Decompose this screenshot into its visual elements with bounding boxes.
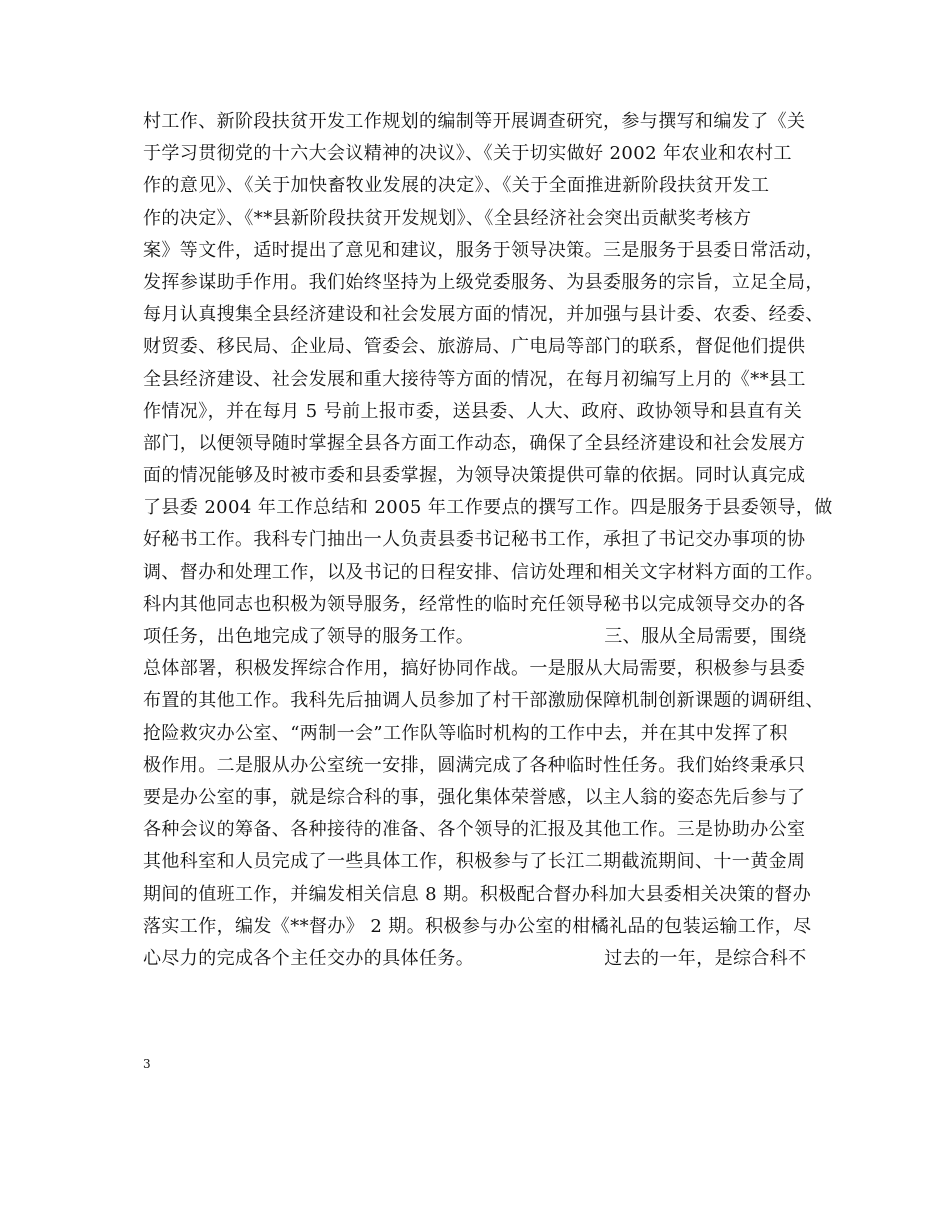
text-line: 调、督办和处理工作，以及书记的日程安排、信访处理和相关文字材料方面的工作。	[143, 561, 824, 583]
body-text	[143, 106, 833, 975]
section-heading-text: 三、服从全局需要，围绕	[604, 626, 807, 647]
text-line: 作的意见》、《关于加快畜牧业发展的决定》、《关于全面推进新阶段扶贫开发工	[143, 175, 770, 197]
text-segment: 项任务，出色地完成了领导的服务工作。	[143, 626, 475, 647]
text-line: 总体部署，积极发挥综合作用，搞好协同作战。一是服从大局需要，积极参与县委	[143, 658, 806, 680]
text-segment: 心尽力的完成各个主任交办的具体任务。	[143, 947, 475, 969]
text-line: 抢险救灾办公室、“两制一会”工作队等临时机构的工作中去，并在其中发挥了积	[143, 722, 788, 744]
page-number: 3	[143, 1057, 151, 1071]
text-line: 财贸委、移民局、企业局、管委会、旅游局、广电局等部门的联系，督促他们提供	[143, 336, 806, 358]
paragraph-start-text: 过去的一年，是综合科不	[604, 947, 807, 969]
text-line: 每月认真搜集全县经济建设和社会发展方面的情况，并加强与县计委、农委、经委、	[143, 304, 824, 326]
text-line: 案》等文件，适时提出了意见和建议，服务于领导决策。三是服务于县委日常活动，	[143, 239, 824, 261]
text-line: 科内其他同志也积极为领导服务，经常性的临时充任领导秘书以完成领导交办的各	[143, 593, 806, 615]
text-line: 面的情况能够及时被市委和县委掌握，为领导决策提供可靠的依据。同时认真完成	[143, 465, 806, 487]
text-line: 部门，以便领导随时掌握全县各方面工作动态，确保了全县经济建设和社会发展方	[143, 432, 806, 454]
text-line-with-section-start	[143, 621, 823, 653]
text-line: 要是办公室的事，就是综合科的事，强化集体荣誉感，以主人翁的姿态先后参与了	[143, 786, 806, 808]
text-line: 全县经济建设、社会发展和重大接待等方面的情况，在每月初编写上月的《**县工	[143, 368, 806, 390]
text-line-with-paragraph-start	[143, 943, 823, 975]
text-line: 村工作、新阶段扶贫开发工作规划的编制等开展调查研究，参与撰写和编发了《关	[143, 111, 806, 132]
text-line: 作的决定》、《**县新阶段扶贫开发规划》、《全县经济社会突出贡献奖考核方	[143, 207, 752, 229]
text-line: 其他科室和人员完成了一些具体工作，积极参与了长江二期截流期间、十一黄金周	[143, 851, 806, 873]
text-line: 发挥参谋助手作用。我们始终坚持为上级党委服务、为县委服务的宗旨，立足全局，	[143, 271, 824, 293]
text-line: 于学习贯彻党的十六大会议精神的决议》、《关于切实做好 2002 年农业和农村工	[143, 143, 792, 165]
text-line: 好秘书工作。我科专门抽出一人负责县委书记秘书工作，承担了书记交办事项的协	[143, 529, 806, 551]
text-line: 期间的值班工作，并编发相关信息 8 期。积极配合督办科加大县委相关决策的督办	[143, 883, 812, 905]
text-line: 了县委 2004 年工作总结和 2005 年工作要点的撰写工作。四是服务于县委领导，做	[143, 497, 833, 519]
text-line: 落实工作，编发《**督办》 2 期。积极参与办公室的柑橘礼品的包装运输工作，尽	[143, 915, 812, 937]
text-line: 极作用。二是服从办公室统一安排，圆满完成了各种临时性任务。我们始终秉承只	[143, 754, 806, 776]
text-line: 各种会议的筹备、各种接待的准备、各个领导的汇报及其他工作。三是协助办公室	[143, 819, 806, 841]
text-line: 布置的其他工作。我科先后抽调人员参加了村干部激励保障机制创新课题的调研组、	[143, 690, 824, 712]
text-line: 作情况》，并在每月 5 号前上报市委，送县委、人大、政府、政协领导和县直有关	[143, 400, 803, 422]
